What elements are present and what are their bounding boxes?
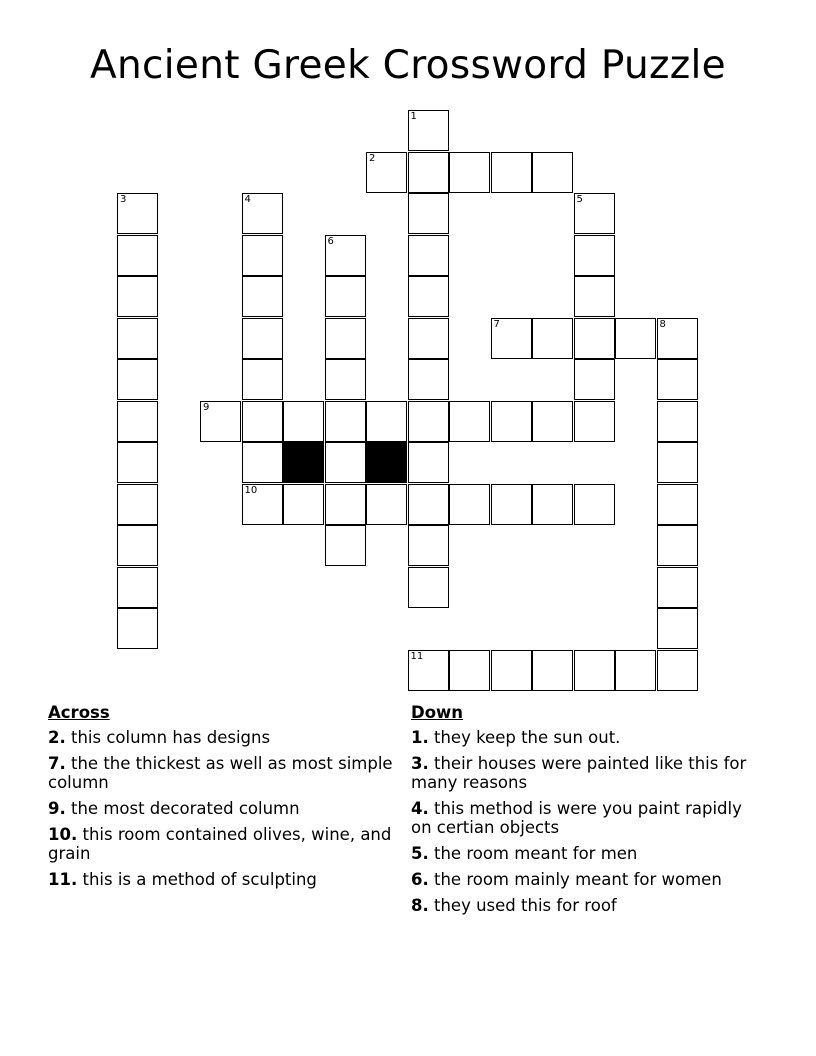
crossword-cell[interactable] xyxy=(532,401,573,442)
clue-number: 8. xyxy=(411,896,429,915)
crossword-cell[interactable] xyxy=(242,484,283,525)
crossword-cell[interactable] xyxy=(657,359,698,400)
crossword-cell[interactable] xyxy=(325,318,366,359)
across-clue xyxy=(48,870,393,889)
crossword-cell[interactable] xyxy=(491,484,532,525)
page-title: Ancient Greek Crossword Puzzle xyxy=(90,43,726,88)
clue-text: this method is were you paint rapidly on certian objects xyxy=(411,799,742,837)
clue-text: this room contained olives, wine, and grain xyxy=(48,825,392,863)
across-clue xyxy=(48,825,393,863)
crossword-cell[interactable] xyxy=(408,318,449,359)
crossword-cell[interactable] xyxy=(532,152,573,193)
crossword-cell[interactable] xyxy=(408,235,449,276)
crossword-block xyxy=(283,442,324,483)
crossword-cell[interactable] xyxy=(574,276,615,317)
crossword-cell[interactable] xyxy=(408,359,449,400)
crossword-cell[interactable] xyxy=(366,401,407,442)
crossword-cell[interactable] xyxy=(574,193,615,234)
down-clue xyxy=(411,896,756,915)
crossword-cell[interactable] xyxy=(242,193,283,234)
crossword-cell[interactable] xyxy=(325,401,366,442)
cell-number: 3 xyxy=(120,194,127,205)
crossword-cell[interactable] xyxy=(574,484,615,525)
clue-number: 9. xyxy=(48,799,66,818)
clue-number: 4. xyxy=(411,799,429,818)
crossword-cell[interactable] xyxy=(117,193,158,234)
crossword-cell[interactable] xyxy=(117,359,158,400)
crossword-cell[interactable] xyxy=(117,235,158,276)
across-clue xyxy=(48,728,393,747)
across-clue xyxy=(48,754,393,792)
crossword-cell[interactable] xyxy=(449,401,490,442)
down-heading: Down xyxy=(411,703,464,722)
crossword-cell[interactable] xyxy=(657,608,698,649)
crossword-cell[interactable] xyxy=(283,484,324,525)
crossword-cell[interactable] xyxy=(117,608,158,649)
crossword-cell[interactable] xyxy=(574,318,615,359)
crossword-cell[interactable] xyxy=(117,567,158,608)
crossword-cell[interactable] xyxy=(408,442,449,483)
crossword-cell[interactable] xyxy=(408,152,449,193)
clue-text: the room meant for men xyxy=(434,844,638,863)
clue-number: 11. xyxy=(48,870,78,889)
crossword-cell[interactable] xyxy=(657,525,698,566)
crossword-cell[interactable] xyxy=(242,401,283,442)
clue-text: the room mainly meant for women xyxy=(434,870,722,889)
crossword-cell[interactable] xyxy=(574,401,615,442)
crossword-cell[interactable] xyxy=(117,525,158,566)
crossword-cell[interactable] xyxy=(117,401,158,442)
crossword-cell[interactable] xyxy=(325,359,366,400)
crossword-cell[interactable] xyxy=(657,650,698,691)
down-clue xyxy=(411,870,756,889)
crossword-cell[interactable] xyxy=(408,276,449,317)
crossword-cell[interactable] xyxy=(449,484,490,525)
crossword-cell[interactable] xyxy=(532,484,573,525)
crossword-cell[interactable] xyxy=(574,235,615,276)
clue-number: 3. xyxy=(411,754,429,773)
crossword-cell[interactable] xyxy=(408,401,449,442)
crossword-cell[interactable] xyxy=(408,484,449,525)
cell-number: 6 xyxy=(327,235,334,247)
crossword-cell[interactable] xyxy=(283,401,324,442)
clue-number: 6. xyxy=(411,870,429,889)
clue-number: 1. xyxy=(411,728,429,747)
across-clue xyxy=(48,799,393,818)
crossword-cell[interactable] xyxy=(408,567,449,608)
clue-text: this is a method of sculpting xyxy=(82,870,317,889)
crossword-cell[interactable] xyxy=(242,359,283,400)
crossword-cell[interactable] xyxy=(366,152,407,193)
down-clues xyxy=(411,703,756,922)
crossword-cell[interactable] xyxy=(657,484,698,525)
crossword-cell[interactable] xyxy=(242,318,283,359)
crossword-cell[interactable] xyxy=(242,276,283,317)
crossword-cell[interactable] xyxy=(532,650,573,691)
crossword-cell[interactable] xyxy=(117,276,158,317)
crossword-cell[interactable] xyxy=(408,650,449,691)
crossword-cell[interactable] xyxy=(657,567,698,608)
crossword-cell[interactable] xyxy=(325,276,366,317)
crossword-cell[interactable] xyxy=(491,318,532,359)
down-clue xyxy=(411,844,756,863)
crossword-cell[interactable] xyxy=(242,442,283,483)
crossword-cell[interactable] xyxy=(615,318,656,359)
clue-text: they keep the sun out. xyxy=(434,728,621,747)
crossword-block xyxy=(366,442,407,483)
crossword-cell[interactable] xyxy=(117,318,158,359)
crossword-cell[interactable] xyxy=(325,235,366,276)
crossword-cell[interactable] xyxy=(325,484,366,525)
crossword-cell[interactable] xyxy=(491,650,532,691)
clue-number: 7. xyxy=(48,754,66,773)
cell-number: 8 xyxy=(659,318,666,330)
cell-number: 4 xyxy=(244,194,251,205)
crossword-cell[interactable] xyxy=(408,110,449,151)
cell-number: 1 xyxy=(410,111,417,122)
cell-number: 5 xyxy=(576,194,583,205)
crossword-cell[interactable] xyxy=(532,318,573,359)
crossword-cell[interactable] xyxy=(242,235,283,276)
crossword-cell[interactable] xyxy=(657,442,698,483)
crossword-cell[interactable] xyxy=(408,525,449,566)
cell-number: 11 xyxy=(410,650,424,662)
clue-text: their houses were painted like this for many reasons xyxy=(411,754,747,792)
crossword-cell[interactable] xyxy=(657,318,698,359)
cell-number: 10 xyxy=(244,484,258,496)
down-clue xyxy=(411,754,756,792)
crossword-cell[interactable] xyxy=(366,484,407,525)
clue-text: the the thickest as well as most simple column xyxy=(48,754,393,792)
crossword-cell[interactable] xyxy=(574,650,615,691)
across-clues xyxy=(48,703,393,896)
clue-text: this column has designs xyxy=(71,728,271,747)
crossword-cell[interactable] xyxy=(200,401,241,442)
crossword-cell[interactable] xyxy=(325,442,366,483)
down-clue xyxy=(411,799,756,837)
cell-number: 2 xyxy=(369,152,376,164)
clue-text: the most decorated column xyxy=(71,799,300,818)
crossword-cell[interactable] xyxy=(449,650,490,691)
crossword-cell[interactable] xyxy=(408,193,449,234)
crossword-cell[interactable] xyxy=(117,484,158,525)
down-clue xyxy=(411,728,756,747)
clue-number: 2. xyxy=(48,728,66,747)
crossword-cell[interactable] xyxy=(117,442,158,483)
cell-number: 9 xyxy=(203,401,210,413)
clue-number: 10. xyxy=(48,825,78,844)
clue-number: 5. xyxy=(411,844,429,863)
crossword-cell[interactable] xyxy=(574,359,615,400)
crossword-cell[interactable] xyxy=(491,152,532,193)
clue-text: they used this for roof xyxy=(434,896,617,915)
crossword-cell[interactable] xyxy=(325,525,366,566)
cell-number: 7 xyxy=(493,318,500,330)
crossword-cell[interactable] xyxy=(449,152,490,193)
crossword-cell[interactable] xyxy=(657,401,698,442)
crossword-cell[interactable] xyxy=(615,650,656,691)
across-heading: Across xyxy=(48,703,110,722)
crossword-cell[interactable] xyxy=(491,401,532,442)
